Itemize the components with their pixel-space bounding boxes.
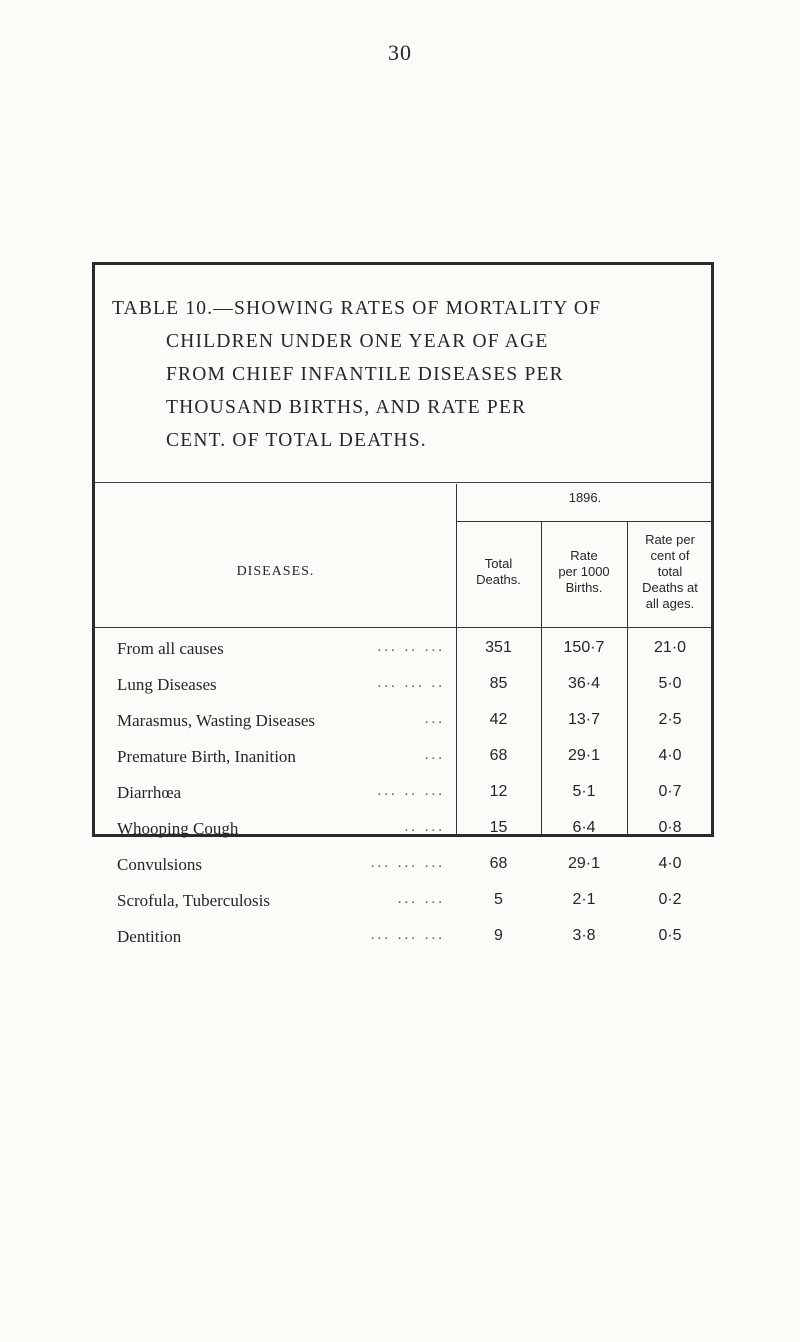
rate-per-cent-header: Rate per cent of total Deaths at all ages. — [642, 532, 698, 611]
rate-per-cent-cell: 0·7 — [658, 783, 682, 800]
leader-dots: ... .. ... — [377, 639, 445, 655]
table-row — [95, 891, 711, 925]
total-deaths-cell: 68 — [489, 747, 508, 764]
disease-name: Diarrhœa — [117, 783, 182, 802]
total-deaths-cell: 15 — [489, 819, 508, 836]
caption-line-4: THOUSAND BIRTHS, AND RATE PER — [166, 397, 527, 418]
caption-line-2: CHILDREN UNDER ONE YEAR OF AGE — [166, 331, 549, 352]
rate-per-1000-header: Rate per 1000 Births. — [558, 548, 610, 595]
rate-per-1000-cell: 36·4 — [567, 675, 601, 692]
disease-name: From all causes — [117, 639, 224, 658]
rate-per-1000-cell: 13·7 — [567, 711, 601, 728]
table-row — [95, 747, 711, 781]
disease-name: Premature Birth, Inanition — [117, 747, 296, 766]
leader-dots: ... — [424, 711, 445, 727]
caption-line-5: CENT. OF TOTAL DEATHS. — [166, 430, 427, 451]
total-deaths-cell: 68 — [489, 855, 508, 872]
year-header: 1896. — [568, 490, 602, 505]
leader-dots: ... ... — [397, 891, 445, 907]
header-rule — [95, 627, 711, 628]
rate-per-cent-cell: 0·5 — [658, 927, 682, 944]
total-deaths-cell: 12 — [489, 783, 508, 800]
table-row — [95, 927, 711, 961]
disease-name: Convulsions — [117, 855, 203, 874]
caption-line-1: TABLE 10.—SHOWING RATES OF MORTALITY OF — [112, 298, 602, 319]
total-deaths-cell: 42 — [489, 711, 508, 728]
leader-dots: ... ... ... — [370, 855, 445, 871]
disease-name: Marasmus, Wasting Diseases — [117, 711, 316, 730]
rate-per-cent-cell: 2·5 — [658, 711, 682, 728]
leader-dots: ... ... ... — [370, 927, 445, 943]
rate-per-1000-cell: 6·4 — [572, 819, 596, 836]
rate-per-cent-cell: 0·2 — [658, 891, 682, 908]
rate-per-1000-cell: 29·1 — [567, 855, 601, 872]
total-deaths-cell: 85 — [489, 675, 508, 692]
table-row — [95, 639, 711, 673]
rate-per-cent-cell: 0·8 — [658, 819, 682, 836]
disease-name: Scrofula, Tuberculosis — [117, 891, 270, 910]
caption-divider — [95, 482, 711, 483]
disease-name: Lung Diseases — [117, 675, 217, 694]
rate-per-cent-cell: 5·0 — [658, 675, 682, 692]
table-row — [95, 783, 711, 817]
total-deaths-cell: 351 — [485, 639, 512, 656]
rate-per-1000-cell: 2·1 — [572, 891, 596, 908]
rate-per-1000-cell: 29·1 — [567, 747, 601, 764]
disease-name: Dentition — [117, 927, 182, 946]
leader-dots: ... ... .. — [377, 675, 445, 691]
total-deaths-header: Total Deaths. — [476, 556, 521, 587]
leader-dots: ... .. ... — [377, 783, 445, 799]
leader-dots: ... — [424, 747, 445, 763]
leader-dots: .. ... — [404, 819, 445, 835]
table-row — [95, 819, 711, 853]
rate-per-cent-cell: 21·0 — [653, 639, 687, 656]
rate-per-cent-cell: 4·0 — [658, 855, 682, 872]
disease-name: Whooping Cough — [117, 819, 239, 838]
diseases-header: DISEASES. — [236, 564, 315, 579]
rate-per-cent-cell: 4·0 — [658, 747, 682, 764]
year-rule — [456, 521, 711, 522]
table-row — [95, 711, 711, 745]
table-row — [95, 675, 711, 709]
rate-per-1000-cell: 5·1 — [572, 783, 596, 800]
total-deaths-cell: 5 — [494, 891, 503, 908]
table-row — [95, 855, 711, 889]
caption-line-3: FROM CHIEF INFANTILE DISEASES PER — [166, 364, 564, 385]
page-number: 30 — [388, 40, 412, 65]
table-caption — [112, 292, 702, 457]
total-deaths-cell: 9 — [494, 927, 503, 944]
rate-per-1000-cell: 3·8 — [572, 927, 596, 944]
rate-per-1000-cell: 150·7 — [563, 639, 605, 656]
